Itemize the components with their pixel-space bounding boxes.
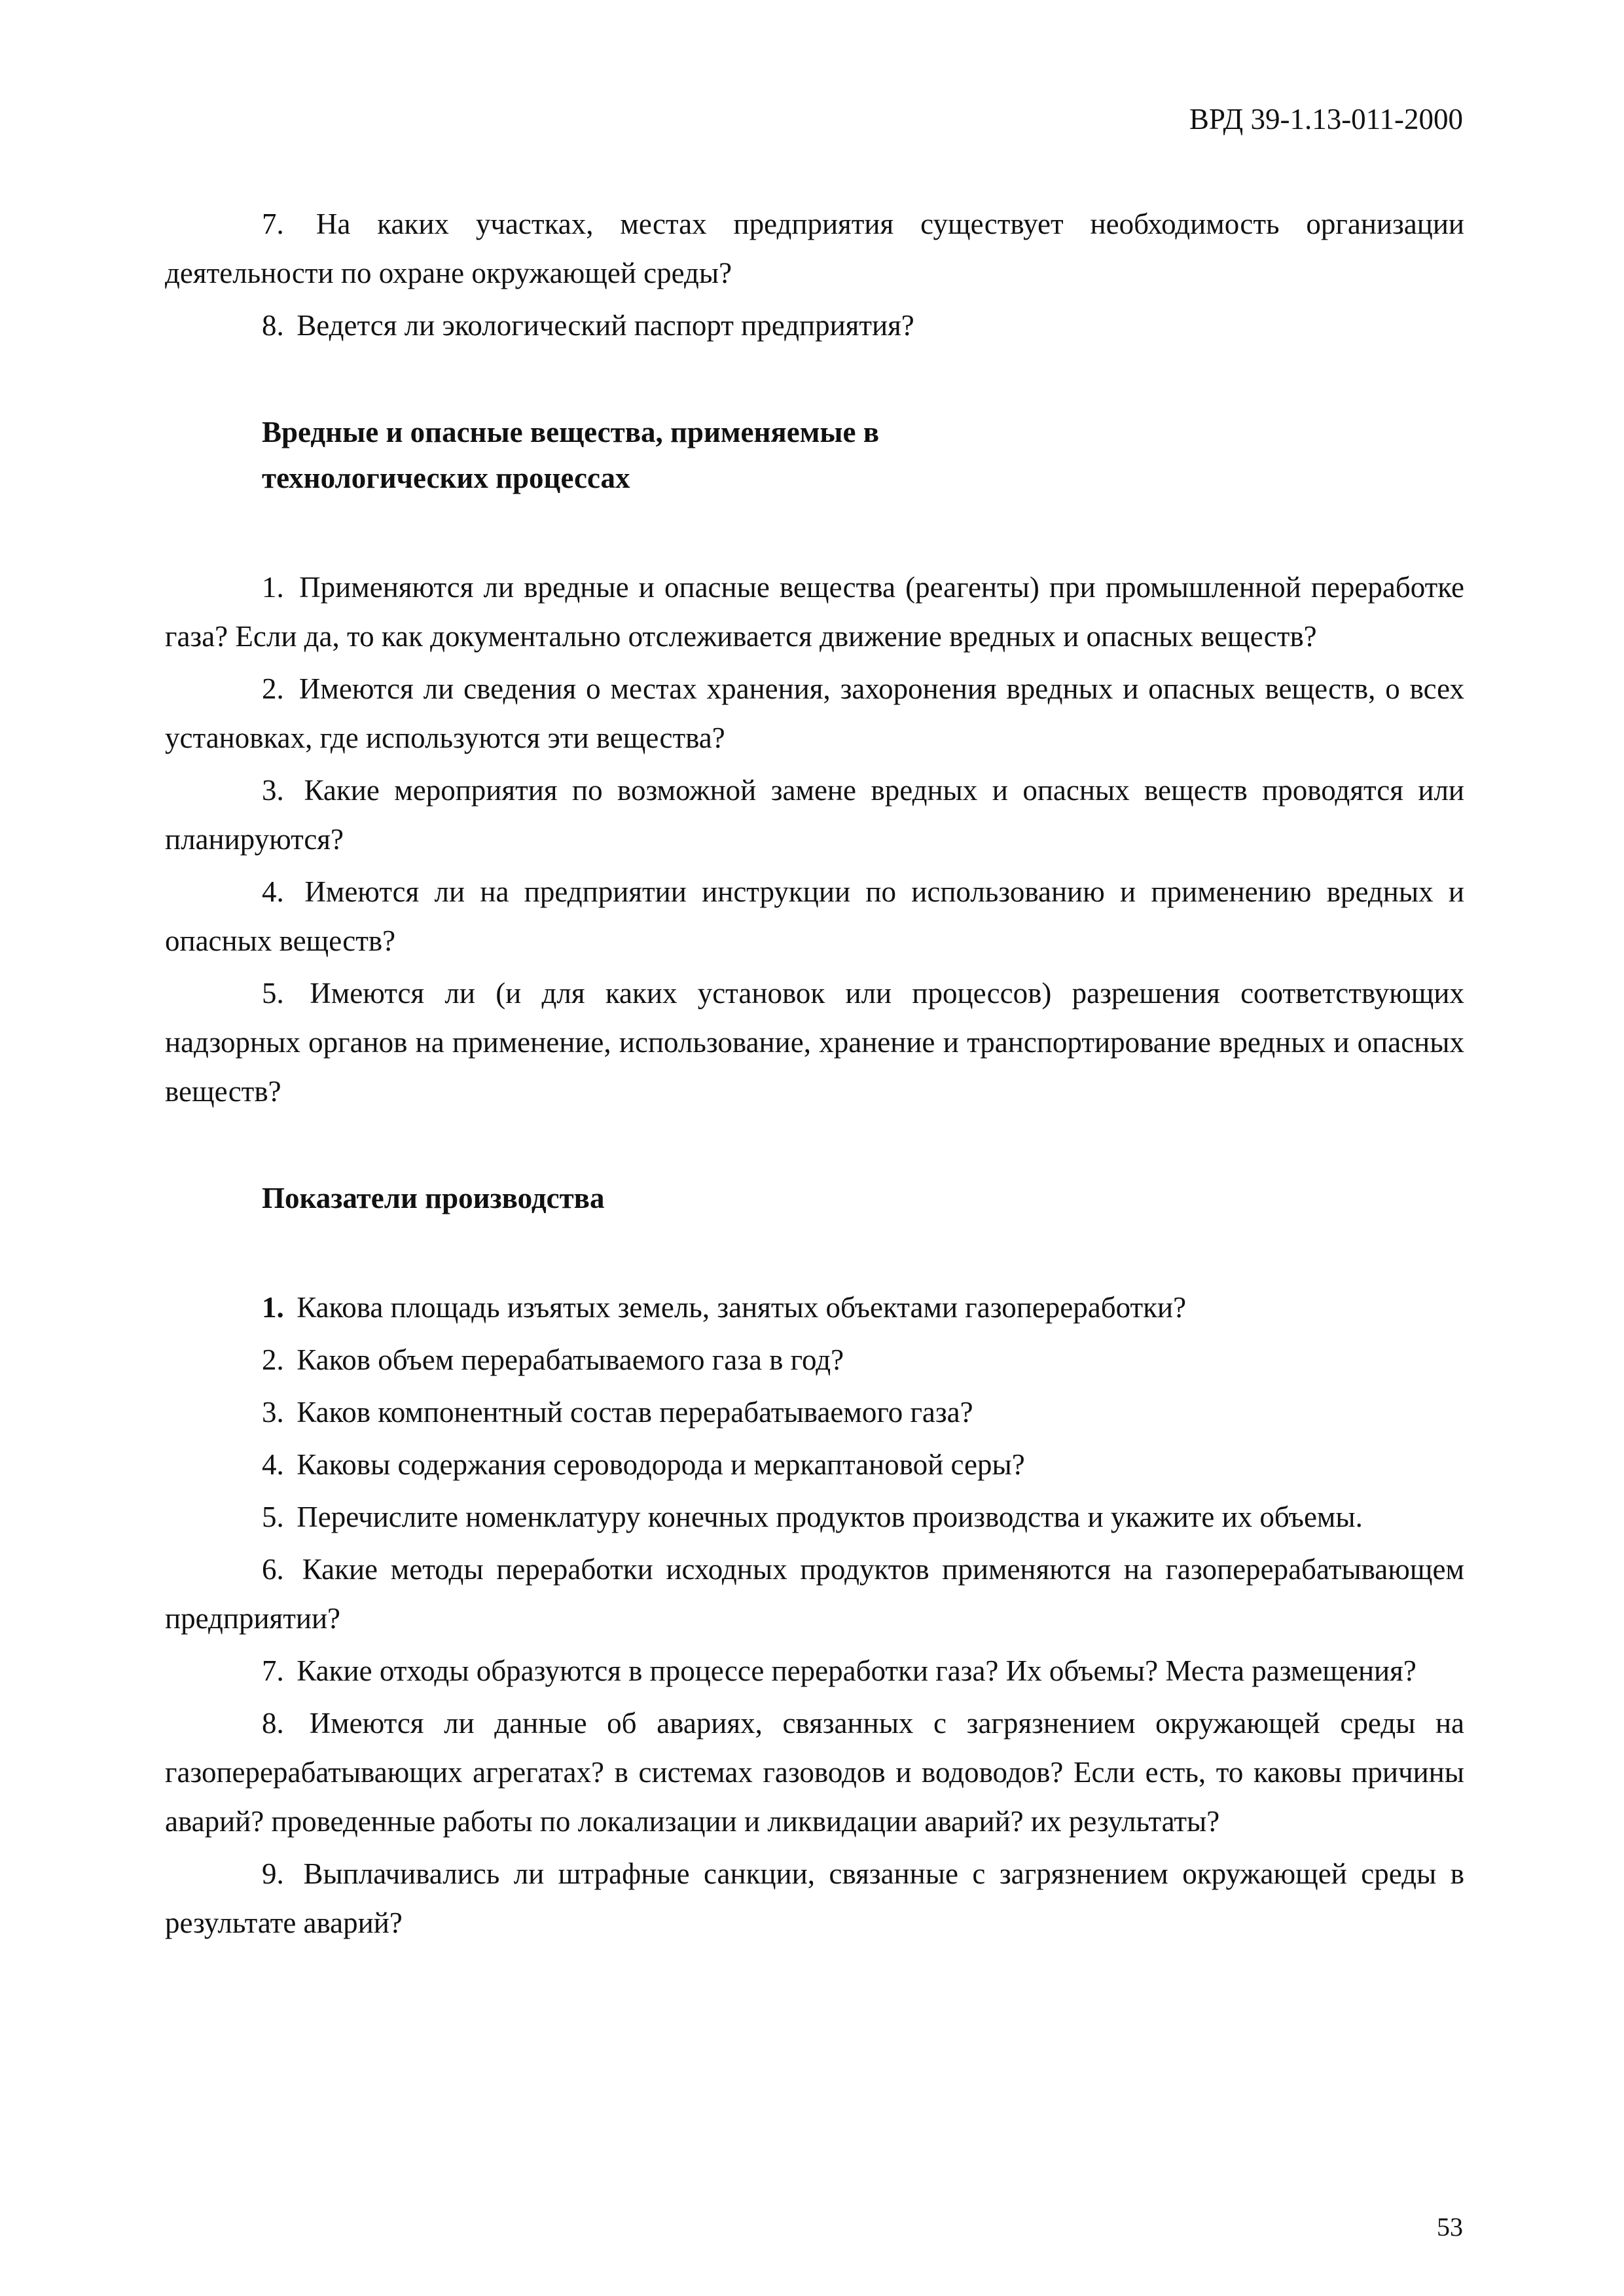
item-number: 7. — [262, 208, 284, 240]
list-item — [165, 1388, 1464, 1437]
item-text: Перечислите номенклатуру конечных продуктов производства и укажите их объемы. — [297, 1501, 1363, 1533]
item-number: 4. — [262, 1448, 284, 1481]
item-number: 5. — [262, 1501, 284, 1533]
item-text: Имеются ли сведения о местах хранения, захоронения вредных и опасных веществ, о всех установках, где используются эти вещества? — [165, 672, 1465, 754]
item-number: 7. — [262, 1654, 284, 1687]
item-number: 2. — [262, 672, 284, 705]
item-text: Какие методы переработки исходных продуктов применяются на газоперерабатывающем предприятии? — [165, 1553, 1464, 1635]
item-number: 9. — [262, 1857, 284, 1890]
section-heading-hazardous-substances — [262, 409, 1047, 501]
item-text: Применяются ли вредные и опасные вещества (реагенты) при промышленной переработке газа? Если да, то как документально отслеживается движение вредных и опасных веществ? — [165, 571, 1464, 653]
item-number: 6. — [262, 1553, 284, 1586]
item-text: Имеются ли (и для каких установок или процессов) разрешения соответствующих надзорных органов на применение, использование, хранение и транспортирование вредных и опасных веществ? — [165, 977, 1464, 1108]
item-text: Какова площадь изъятых земель, занятых объектами газопереработки? — [297, 1291, 1187, 1324]
item-text: Какие мероприятия по возможной замене вредных и опасных веществ проводятся или планируются? — [165, 774, 1465, 856]
section-heading-production-indicators: Показатели производства — [262, 1182, 605, 1214]
item-text: Каковы содержания сероводорода и меркаптановой серы? — [297, 1448, 1025, 1481]
list-item — [165, 969, 1464, 1116]
list-item — [165, 301, 1464, 350]
list-item — [165, 1493, 1464, 1542]
item-text: Выплачивались ли штрафные санкции, связанные с загрязнением окружающей среды в результате аварий? — [165, 1857, 1464, 1939]
list-item — [165, 563, 1464, 661]
item-number: 2. — [262, 1343, 284, 1376]
list-item — [165, 1545, 1464, 1643]
item-number: 1. — [262, 1291, 284, 1324]
item-text: Имеются ли на предприятии инструкции по использованию и применению вредных и опасных веществ? — [165, 875, 1465, 957]
section-heading-line: Вредные и опасные вещества, применяемые в — [262, 416, 880, 448]
item-text: Имеются ли данные об авариях, связанных с загрязнением окружающей среды на газоперерабатывающих агрегатах? в системах газоводов и водоводов? Если есть, то каковы причины аварий? проведенные работы по локализации и ликвидации аварий? их результаты? — [165, 1707, 1465, 1838]
list-item — [165, 1440, 1464, 1489]
item-text: Каков объем перерабатываемого газа в год? — [297, 1343, 844, 1376]
list-item — [165, 1283, 1464, 1332]
item-number: 3. — [262, 774, 284, 807]
list-item — [165, 1336, 1464, 1385]
page-number: 53 — [1437, 2212, 1463, 2242]
document-code: ВРД 39-1.13-011-2000 — [1189, 103, 1463, 136]
item-number: 5. — [262, 977, 284, 1010]
item-number: 3. — [262, 1396, 284, 1429]
item-text: Какие отходы образуются в процессе переработки газа? Их объемы? Места размещения? — [297, 1654, 1416, 1687]
item-text: На каких участках, местах предприятия существует необходимость организации деятельности по охране окружающей среды? — [165, 208, 1465, 289]
item-text: Каков компонентный состав перерабатываемого газа? — [297, 1396, 973, 1429]
list-item — [165, 1647, 1464, 1696]
list-item — [165, 867, 1464, 966]
list-item — [165, 665, 1464, 763]
list-item — [165, 1699, 1464, 1846]
item-number: 1. — [262, 571, 284, 604]
page-content — [165, 200, 1464, 1951]
item-number: 8. — [262, 1707, 284, 1740]
list-item — [165, 200, 1464, 298]
item-text: Ведется ли экологический паспорт предприятия? — [297, 309, 914, 342]
item-number: 8. — [262, 309, 284, 342]
list-item — [165, 766, 1464, 864]
section-heading-line: технологических процессах — [262, 462, 630, 494]
item-number: 4. — [262, 875, 284, 908]
list-item — [165, 1850, 1464, 1948]
